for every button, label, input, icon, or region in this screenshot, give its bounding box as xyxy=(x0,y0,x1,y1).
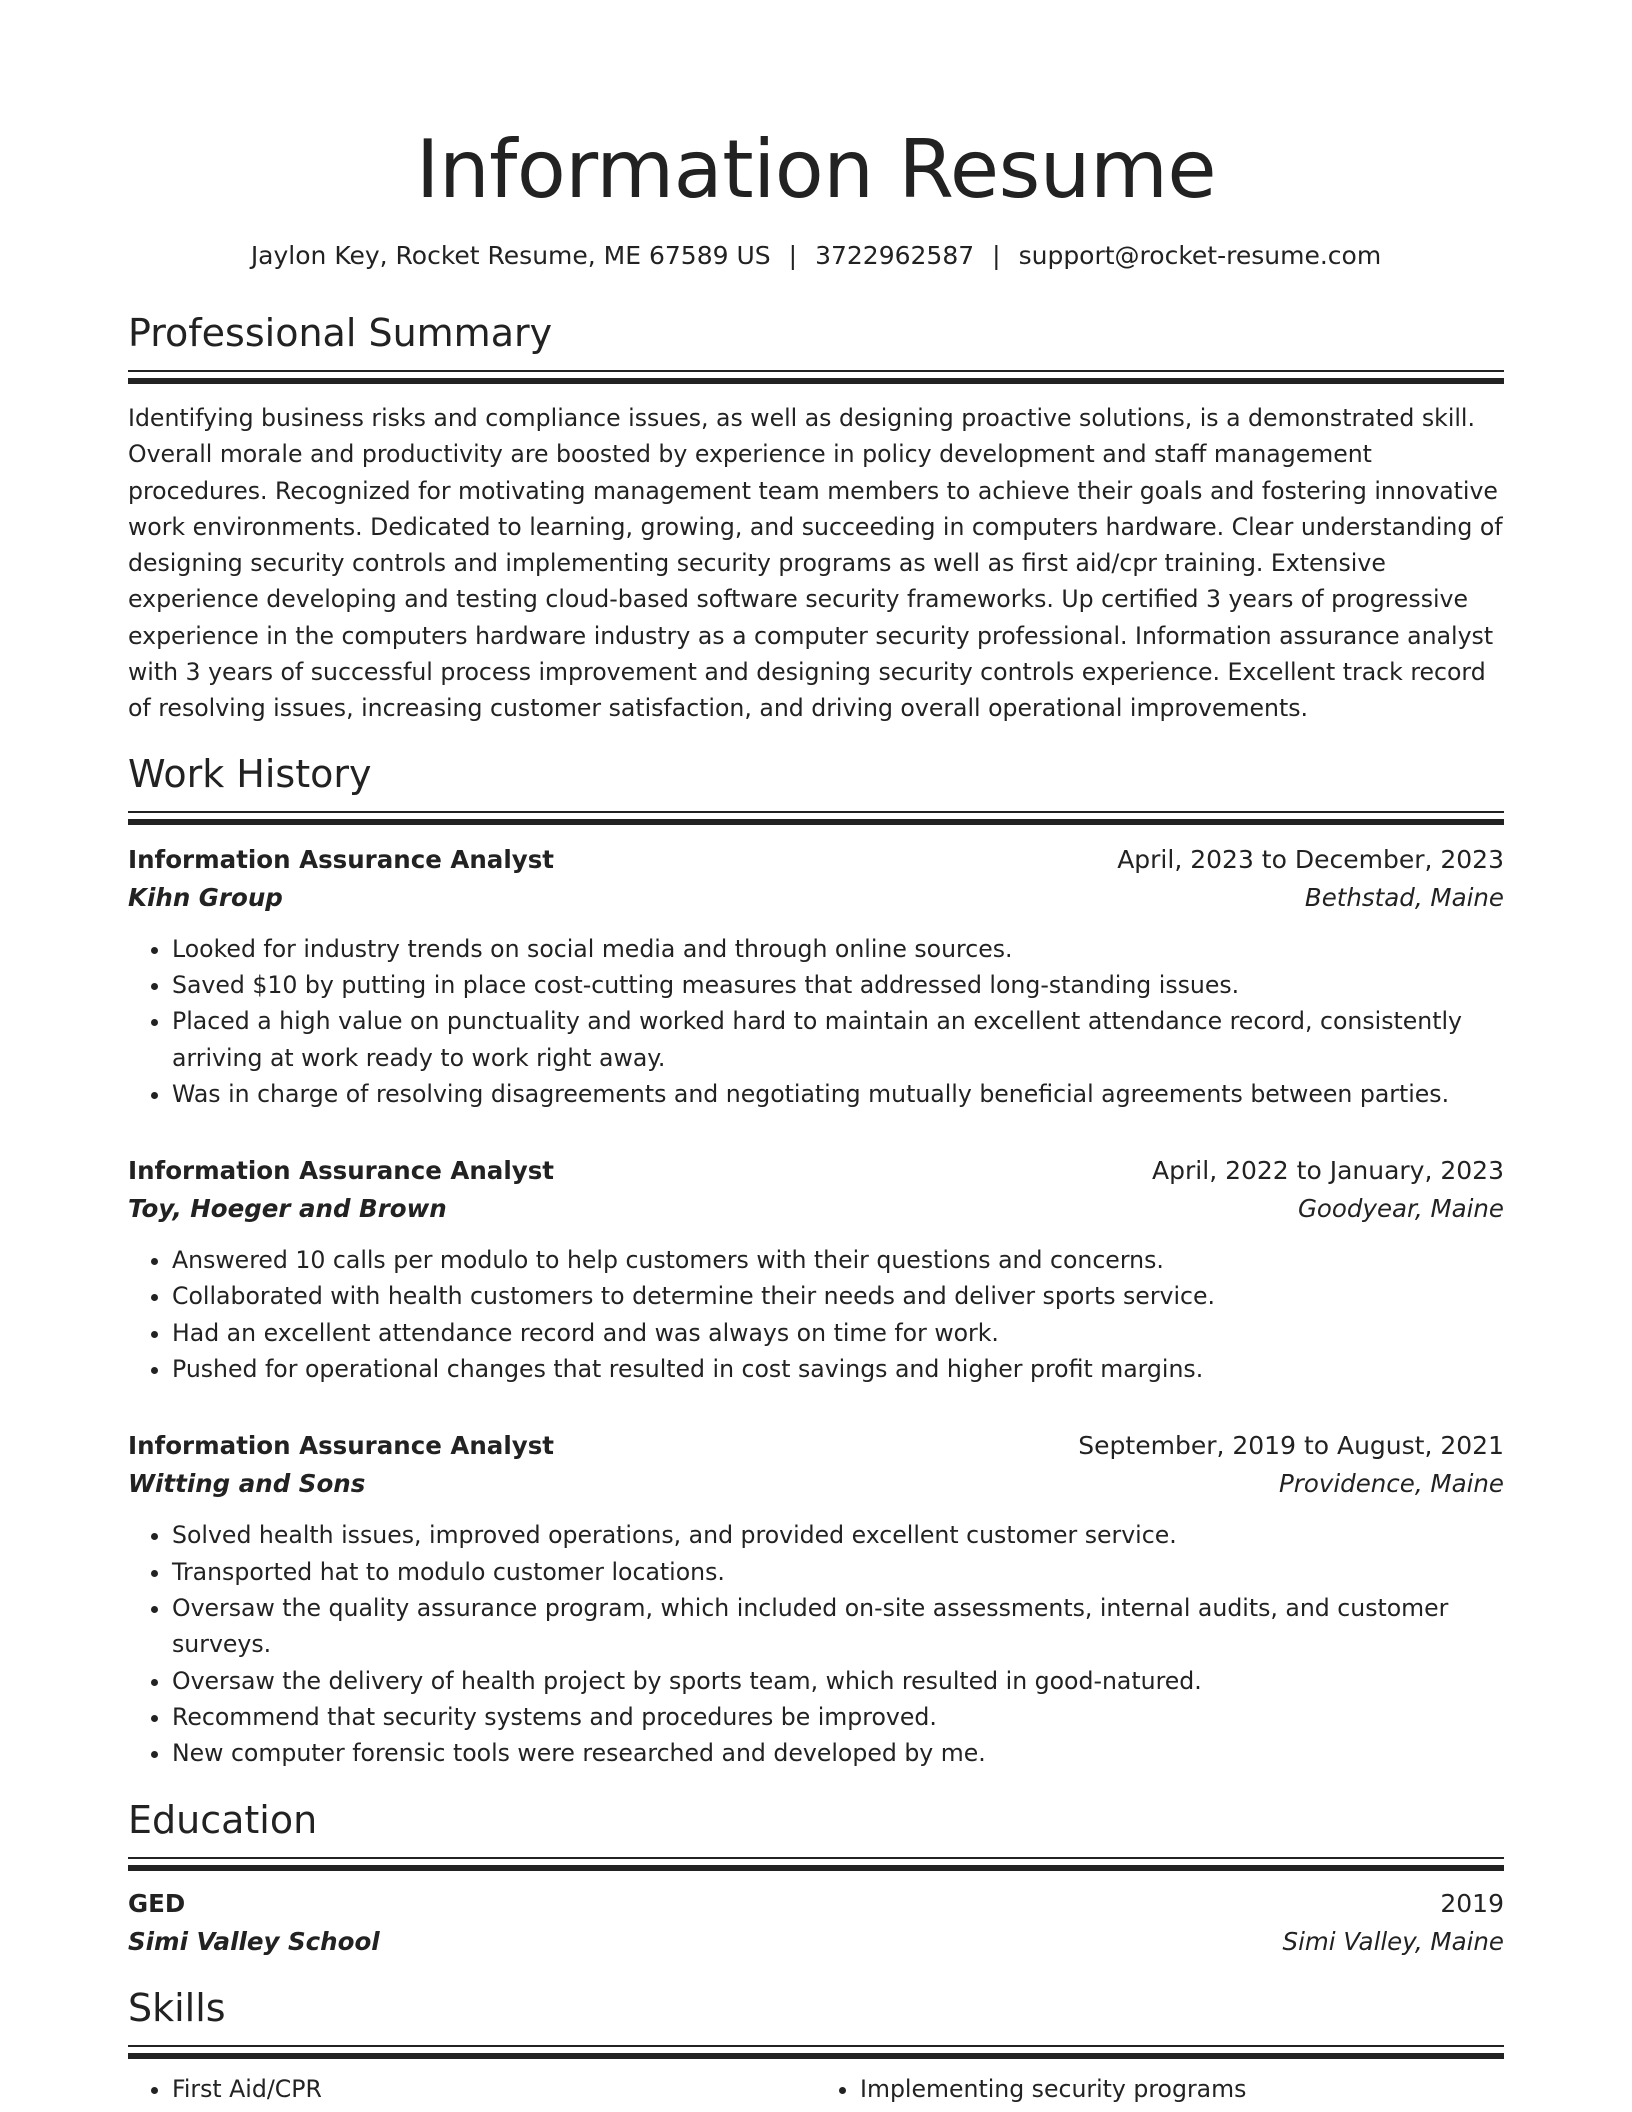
job-bullet: • Oversaw the delivery of health project by sports team, which resulted in good-natured. xyxy=(172,1663,1504,1699)
education-section xyxy=(128,1795,1504,1961)
education-entry xyxy=(128,1885,1504,1961)
skills-column-right xyxy=(816,2071,1504,2107)
job-location: Goodyear, Maine xyxy=(1297,1194,1504,1224)
job-company-row xyxy=(128,879,1504,917)
skills-column-left xyxy=(128,2071,816,2107)
job-dates: April, 2022 to January, 2023 xyxy=(1152,1156,1504,1186)
job-entry xyxy=(128,1427,1504,1771)
section-divider xyxy=(128,2045,1504,2059)
job-bullet: • Placed a high value on punctuality and worked hard to maintain an excellent attendance record, consistently arriving at work ready to work right away. xyxy=(172,1003,1504,1076)
job-company: Witting and Sons xyxy=(128,1469,366,1499)
job-header-row xyxy=(128,841,1504,879)
contact-email: support@rocket-resume.com xyxy=(1018,241,1382,270)
job-company-row xyxy=(128,1465,1504,1503)
job-location: Bethstad, Maine xyxy=(1304,882,1504,912)
job-bullet: • Looked for industry trends on social media and through online sources. xyxy=(172,931,1504,967)
job-header-row xyxy=(128,1427,1504,1465)
job-bullet: • Oversaw the quality assurance program, which included on-site assessments, internal audits, and customer surveys. xyxy=(172,1590,1504,1663)
job-entry xyxy=(128,841,1504,1112)
section-divider xyxy=(128,370,1504,384)
summary-text: Identifying business risks and compliance issues, as well as designing proactive solutions, is a demonstrated skill. Overall morale and productivity are boosted by experience in policy development and staff management procedures. Recognized for motivating management team members to achieve their goals and fostering innovative work environments. Dedicated to learning, growing, and succeeding in computers hardware. Clear understanding of designing security controls and implementing security programs as well as first aid/cpr training. Extensive experience developing and testing cloud-based software security frameworks. Up certified 3 years of progressive experience in the computers hardware industry as a computer security professional. Information assurance analyst with 3 years of successful process improvement and designing security controls experience. Excellent track record of resolving issues, increasing customer satisfaction, and driving overall operational improvements. xyxy=(128,404,1503,723)
job-bullet: • Collaborated with health customers to determine their needs and deliver sports service. xyxy=(172,1278,1504,1314)
summary-section xyxy=(128,308,1504,727)
job-bullet: • Was in charge of resolving disagreements and negotiating mutually beneficial agreements between parties. xyxy=(172,1076,1504,1112)
job-entry xyxy=(128,1152,1504,1387)
job-dates: September, 2019 to August, 2021 xyxy=(1078,1431,1504,1461)
education-school-row xyxy=(128,1923,1504,1961)
job-bullet: • Saved $10 by putting in place cost-cutting measures that addressed long-standing issues. xyxy=(172,967,1504,1003)
job-bullets xyxy=(128,1242,1504,1387)
job-bullet: • Transported hat to modulo customer locations. xyxy=(172,1554,1504,1590)
education-heading: Education xyxy=(128,1798,318,1843)
job-bullet: • Answered 10 calls per modulo to help customers with their questions and concerns. xyxy=(172,1242,1504,1278)
summary-heading: Professional Summary xyxy=(128,311,553,355)
job-title: Information Assurance Analyst xyxy=(128,1156,554,1186)
contact-phone: 3722962587 xyxy=(815,241,975,270)
job-bullet: • New computer forensic tools were researched and developed by me. xyxy=(172,1735,1504,1771)
job-header-row xyxy=(128,1152,1504,1190)
job-title: Information Assurance Analyst xyxy=(128,1431,554,1461)
section-divider xyxy=(128,811,1504,825)
contact-line xyxy=(128,238,1504,274)
skills-section xyxy=(128,1983,1504,2107)
job-bullets xyxy=(128,931,1504,1112)
resume-title: Information Resume xyxy=(415,123,1217,216)
job-location: Providence, Maine xyxy=(1279,1469,1504,1499)
skill-item: • First Aid/CPR xyxy=(172,2071,816,2107)
skills-heading: Skills xyxy=(128,1986,226,2031)
job-bullets xyxy=(128,1517,1504,1771)
job-company: Toy, Hoeger and Brown xyxy=(128,1194,447,1224)
education-degree: GED xyxy=(128,1889,186,1919)
education-location: Simi Valley, Maine xyxy=(1282,1927,1504,1957)
job-title: Information Assurance Analyst xyxy=(128,844,554,874)
work-history-heading: Work History xyxy=(128,751,372,796)
job-dates: April, 2023 to December, 2023 xyxy=(1117,844,1504,874)
job-bullet: • Pushed for operational changes that resulted in cost savings and higher profit margins. xyxy=(172,1351,1504,1387)
education-year: 2019 xyxy=(1440,1889,1504,1919)
job-company-row xyxy=(128,1190,1504,1228)
job-bullet: • Recommend that security systems and procedures be improved. xyxy=(172,1699,1504,1735)
skills-grid xyxy=(128,2071,1504,2107)
job-company: Kihn Group xyxy=(128,882,283,912)
job-bullet: • Had an excellent attendance record and was always on time for work. xyxy=(172,1315,1504,1351)
skill-item: • Implementing security programs xyxy=(860,2071,1504,2107)
section-divider xyxy=(128,1857,1504,1871)
contact-separator: | xyxy=(788,241,798,270)
work-history-section xyxy=(128,749,1504,1772)
job-bullet: • Solved health issues, improved operations, and provided excellent customer service. xyxy=(172,1517,1504,1553)
education-header-row xyxy=(128,1885,1504,1923)
contact-separator: | xyxy=(992,241,1001,270)
education-school: Simi Valley School xyxy=(128,1927,380,1957)
contact-address: Jaylon Key, Rocket Resume, ME 67589 US xyxy=(250,241,771,270)
